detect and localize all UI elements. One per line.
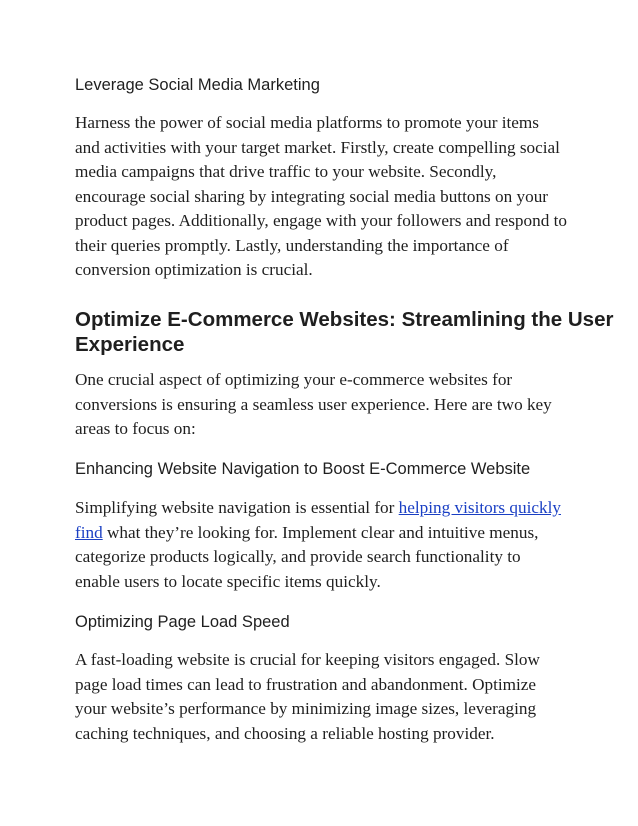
text-line: Harness the power of social media platforms to promote your items <box>75 113 539 132</box>
heading-website-navigation: Enhancing Website Navigation to Boost E-Commerce Website <box>75 460 531 478</box>
text-line: their queries promptly. Lastly, understanding the importance of <box>75 235 509 255</box>
text-line <box>75 521 575 546</box>
text-line: caching techniques, and choosing a reliable hosting provider. <box>75 723 495 743</box>
helping-visitors-link-continued[interactable]: find <box>75 522 103 542</box>
text-segment: Simplifying website navigation is essential for <box>75 498 399 517</box>
paragraph-navigation <box>75 496 575 594</box>
paragraph-social-media <box>75 111 575 283</box>
text-line: conversions is ensuring a seamless user experience. Here are two key <box>75 394 552 414</box>
heading-line: Optimize E-Commerce Websites: Streamlining the User <box>75 308 614 331</box>
text-line: page load times can lead to frustration and abandonment. Optimize <box>75 674 537 694</box>
helping-visitors-link[interactable]: helping visitors quickly <box>398 498 561 517</box>
text-line: enable users to locate specific items quickly. <box>75 571 381 591</box>
text-line: and activities with your target market. Firstly, create compelling social <box>75 137 560 157</box>
text-line: conversion optimization is crucial. <box>75 260 313 279</box>
text-line: your website’s performance by minimizing image sizes, leveraging <box>75 699 537 718</box>
heading-optimize-ecommerce <box>75 307 614 357</box>
heading-leverage-social-media: Leverage Social Media Marketing <box>75 76 320 94</box>
paragraph-page-speed <box>75 648 575 746</box>
paragraph-intro <box>75 368 575 442</box>
text-line: areas to focus on: <box>75 419 196 438</box>
heading-line: Experience <box>75 333 185 356</box>
text-line: One crucial aspect of optimizing your e-commerce websites for <box>75 370 513 389</box>
text-line: A fast-loading website is crucial for keeping visitors engaged. Slow <box>75 650 540 669</box>
text-line: categorize products logically, and provide search functionality to <box>75 547 521 566</box>
text-line <box>75 496 575 521</box>
text-line: media campaigns that drive traffic to your website. Secondly, <box>75 162 497 181</box>
heading-page-load-speed: Optimizing Page Load Speed <box>75 613 290 631</box>
text-line: encourage social sharing by integrating social media buttons on your <box>75 186 549 206</box>
text-segment: what they’re looking for. Implement clear and intuitive menus, <box>102 522 539 542</box>
text-line: product pages. Additionally, engage with your followers and respond to <box>75 211 567 230</box>
